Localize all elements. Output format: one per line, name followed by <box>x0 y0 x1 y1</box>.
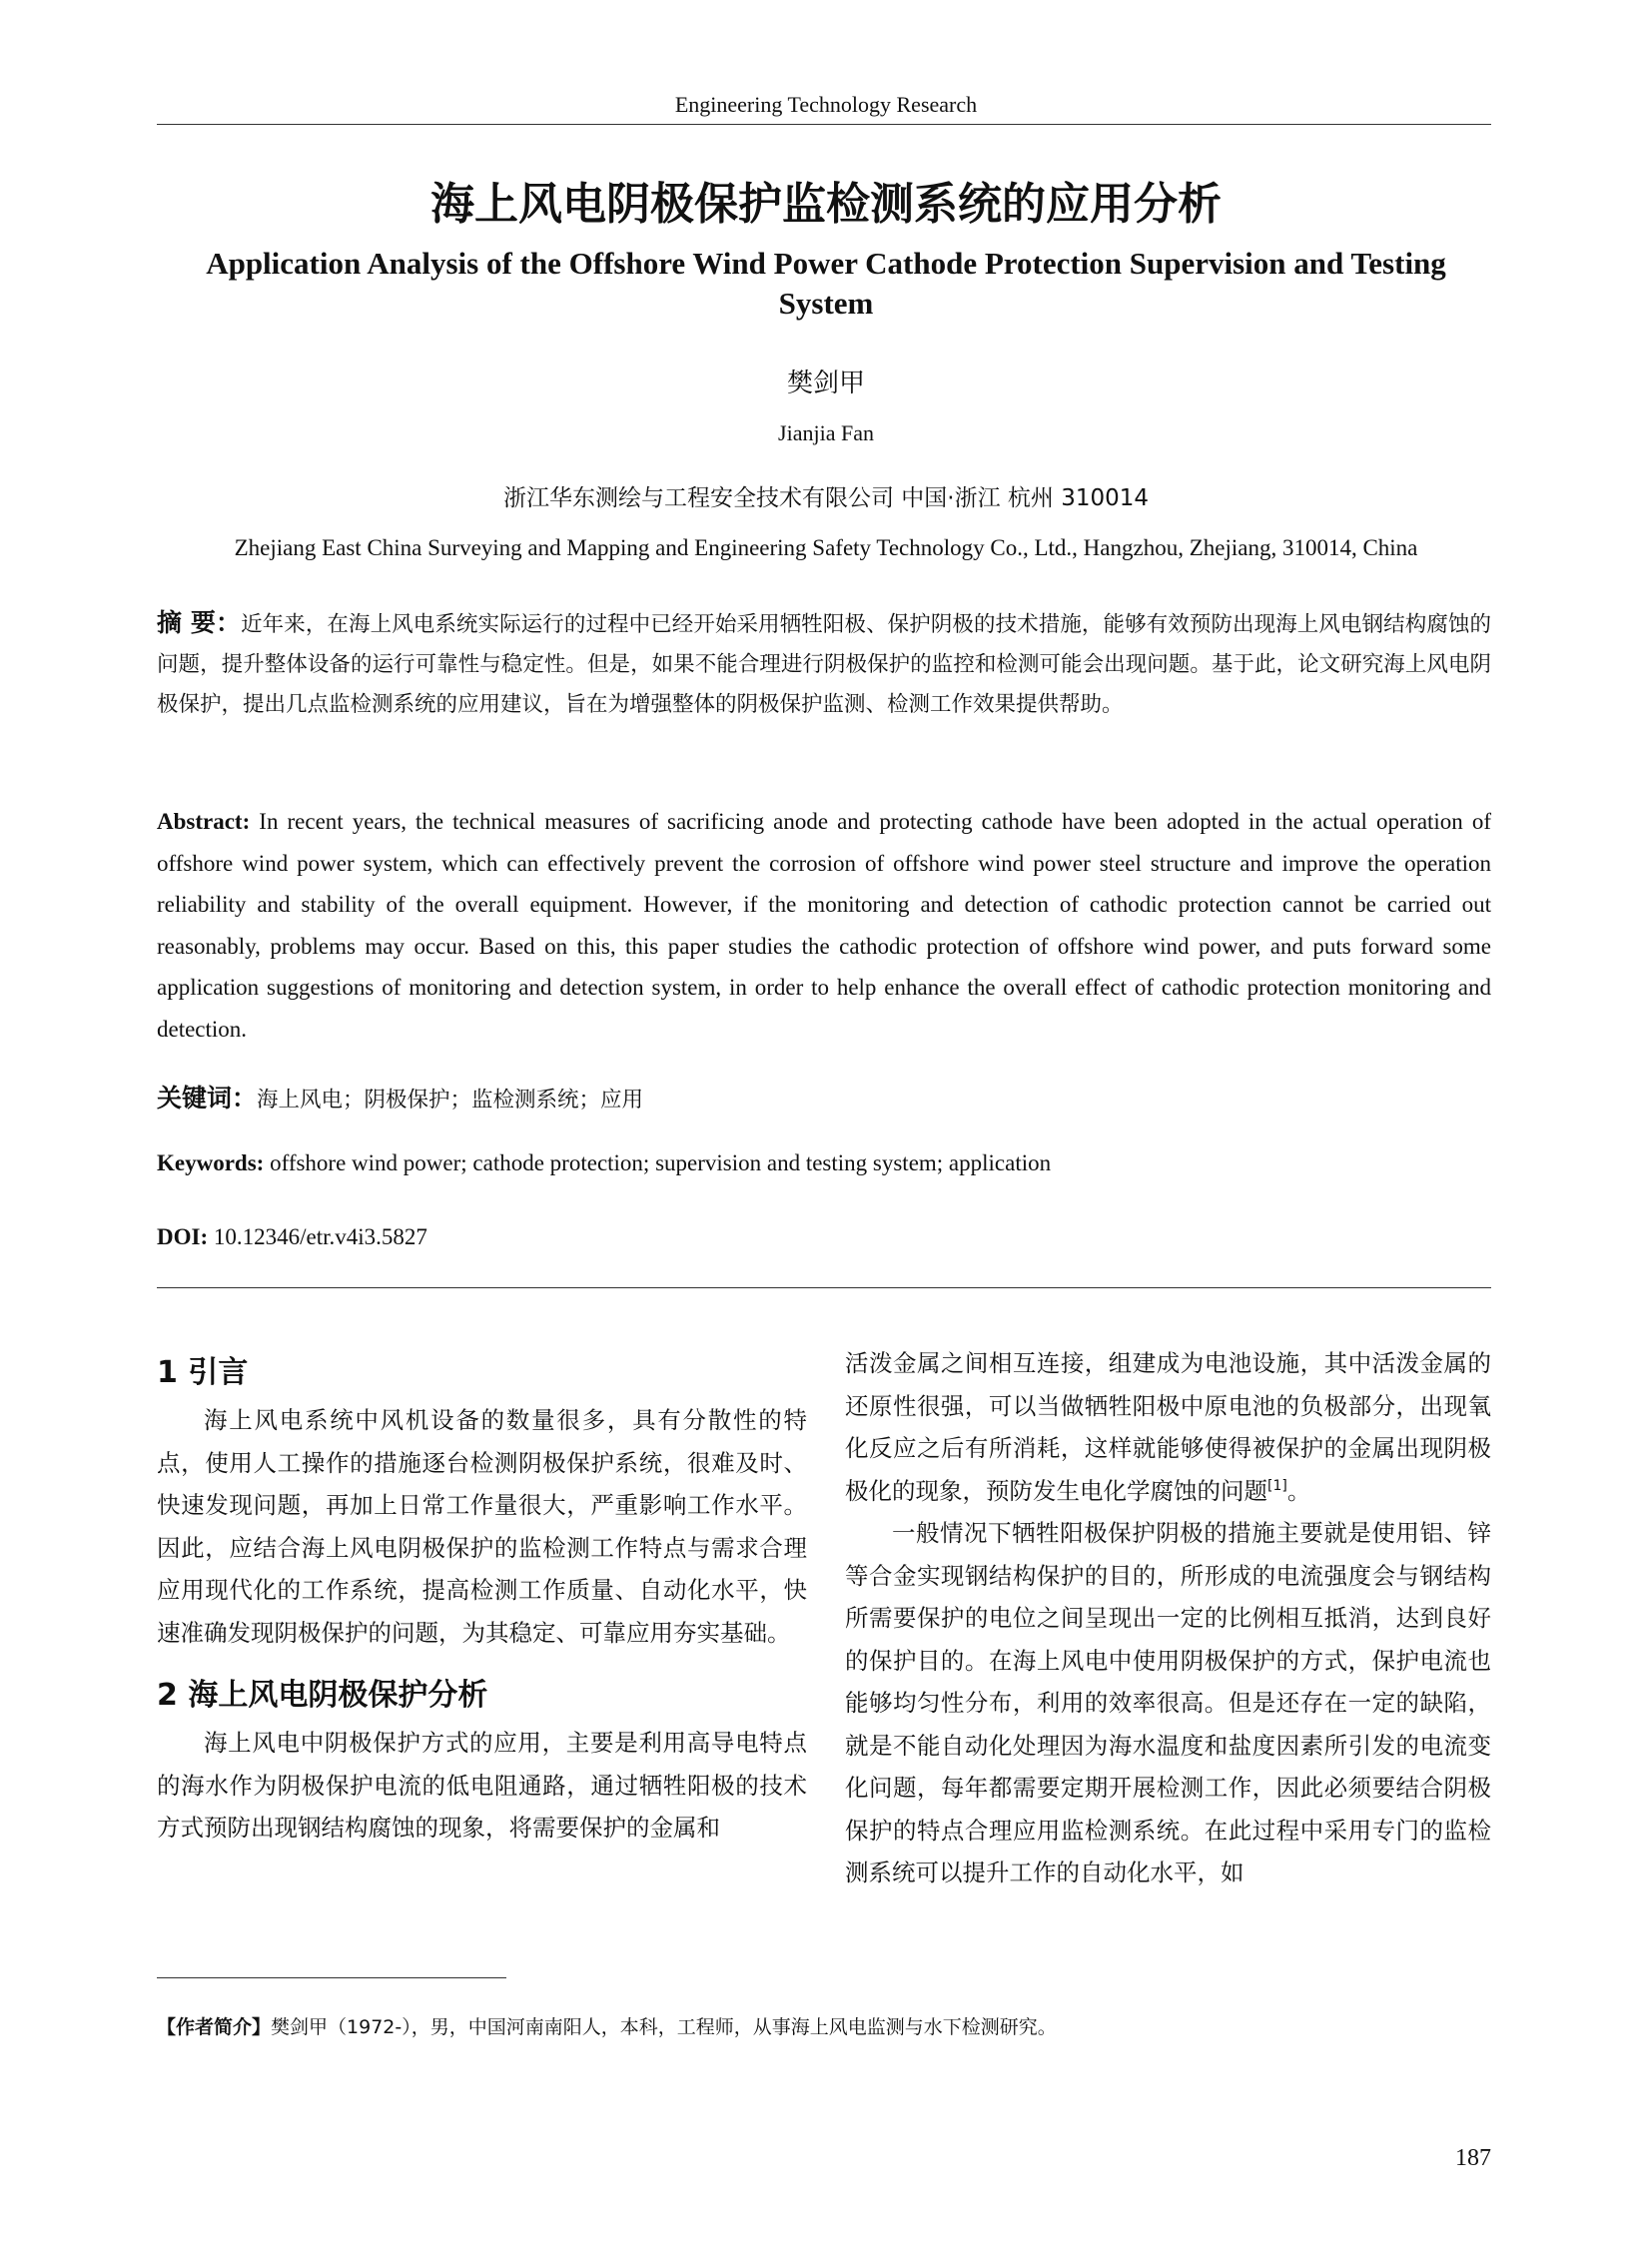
title-english: Application Analysis of the Offshore Wind Power Cathode Protection Supervision and Testing System <box>206 246 1446 321</box>
paragraph: 海上风电系统中风机设备的数量很多，具有分散性的特点，使用人工操作的措施逐台检测阴极保护系统，很难及时、快速发现问题，再加上日常工作量很大，严重影响工作水平。因此，应结合海上风电阴极保护的监检测工作特点与需求合理应用现代化的工作系统，提高检测工作质量、自动化水平，快速准确发现阴极保护的问题，为其稳定、可靠应用夯实基础。 <box>157 1406 807 1647</box>
section-heading-analysis: 2 海上风电阴极保护分析 <box>157 1678 488 1713</box>
body-column-left <box>157 1351 807 1850</box>
keywords-chinese-text: 海上风电；阴极保护；监检测系统；应用 <box>257 1088 644 1113</box>
keywords-english <box>157 1150 1051 1176</box>
abstract-english-label: Abstract: <box>157 809 251 834</box>
author-chinese: 樊剑甲 <box>786 369 865 398</box>
footnote-text: 樊剑甲（1972-），男，中国河南南阳人，本科，工程师，从事海上风电监测与水下检测研究。 <box>271 2016 1057 2038</box>
affiliation-chinese: 浙江华东测绘与工程安全技术有限公司 中国·浙江 杭州 310014 <box>502 485 1150 511</box>
paragraph-text: 活泼金属之间相互连接，组建成为电池设施，其中活泼金属的还原性很强，可以当做牺牲阳极中原电池的负极部分，出现氧化反应之后有所消耗，这样就能够使得被保护的金属出现阴极极化的现象，预防发生电化学腐蚀的问题 <box>845 1349 1491 1505</box>
citation-ref[interactable]: [1] <box>1267 1477 1287 1494</box>
header-rule <box>157 124 1491 125</box>
paragraph: 海上风电中阴极保护方式的应用，主要是利用高导电特点的海水作为阴极保护电流的低电阻通路，通过牺牲阳极的技术方式预防出现钢结构腐蚀的现象，将需要保护的金属和 <box>157 1729 807 1842</box>
author-english: Jianjia Fan <box>778 420 874 445</box>
paragraph-continued <box>845 1342 1491 1512</box>
abstract-chinese <box>157 603 1491 725</box>
keywords-chinese <box>157 1079 643 1115</box>
footnote-label: 【作者简介】 <box>157 2016 272 2038</box>
journal-header: Engineering Technology Research <box>674 92 978 117</box>
doi <box>157 1224 427 1250</box>
section-heading-introduction: 1 引言 <box>157 1355 249 1390</box>
footnote-rule <box>157 1977 506 1978</box>
doi-label: DOI: <box>157 1224 209 1249</box>
keywords-english-label: Keywords: <box>157 1150 265 1175</box>
doi-value[interactable]: 10.12346/etr.v4i3.5827 <box>213 1224 427 1249</box>
paragraph-end: 。 <box>1286 1476 1311 1505</box>
author-footnote <box>157 2012 1057 2039</box>
section-rule <box>157 1287 1491 1288</box>
keywords-chinese-label: 关键词： <box>157 1084 258 1113</box>
abstract-chinese-label: 摘 要： <box>157 608 242 637</box>
page-number: 187 <box>1455 2145 1491 2171</box>
body-column-right <box>845 1342 1491 1894</box>
keywords-english-text: offshore wind power; cathode protection; supervision and testing system; application <box>270 1150 1052 1175</box>
abstract-english <box>157 801 1491 1050</box>
abstract-chinese-text: 近年来，在海上风电系统实际运行的过程中已经开始采用牺牲阳极、保护阴极的技术措施，能够有效预防出现海上风电钢结构腐蚀的问题，提升整体设备的运行可靠性与稳定性。但是，如果不能合理进行阴极保护的监控和检测可能会出现问题。基于此，论文研究海上风电阴极保护，提出几点监检测系统的应用建议，旨在为增强整体的阴极保护监测、检测工作效果提供帮助。 <box>157 612 1491 717</box>
abstract-english-text: In recent years, the technical measures of sacrificing anode and protecting cathode have been adopted in the actual operation of offshore wind power system, which can effectively prevent the corrosion of offshore wind power steel structure and improve the operation reliability and stability of the overall equipment. However, if the monitoring and detection of cathodic protection cannot be carried out reasonably, problems may occur. Based on this, this paper studies the cathodic protection of offshore wind power, and puts forward some application suggestions of monitoring and detection system, in order to help enhance the overall effect of cathodic protection monitoring and detection. <box>157 809 1492 1042</box>
paragraph: 一般情况下牺牲阳极保护阴极的措施主要就是使用铝、锌等合金实现钢结构保护的目的，所形成的电流强度会与钢结构所需要保护的电位之间呈现出一定的比例相互抵消，达到良好的保护目的。在海上风电中使用阴极保护的方式，保护电流也能够均匀性分布，利用的效率很高。但是还存在一定的缺陷，就是不能自动化处理因为海水温度和盐度因素所引发的电流变化问题，每年都需要定期开展检测工作，因此必须要结合阴极保护的特点合理应用监检测系统。在此过程中采用专门的监检测系统可以提升工作的自动化水平，如 <box>845 1519 1491 1886</box>
affiliation-english: Zhejiang East China Surveying and Mapping and Engineering Safety Technology Co., Ltd., Hangzhou, Zhejiang, 310014, China <box>234 535 1418 560</box>
title-chinese: 海上风电阴极保护监检测系统的应用分析 <box>430 179 1222 230</box>
